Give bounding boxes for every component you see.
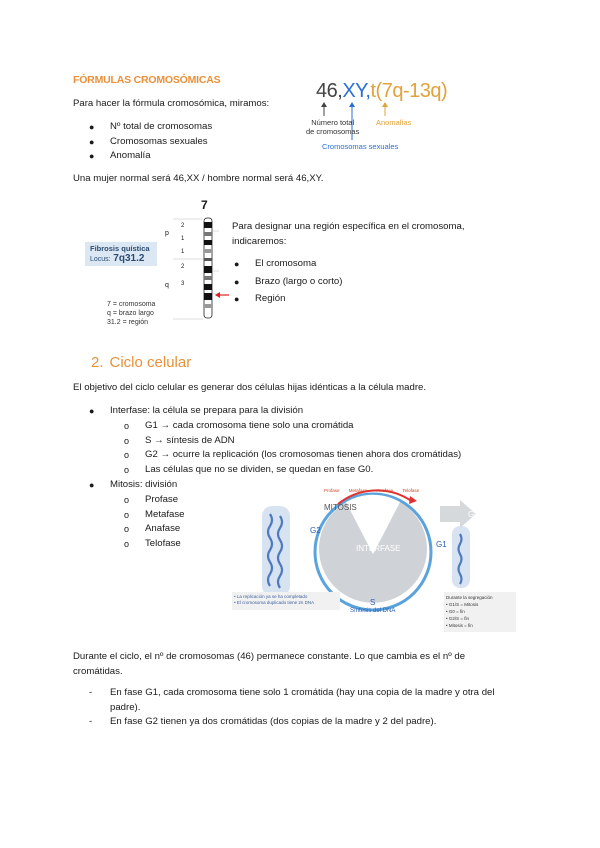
circle-bullet-icon: o bbox=[124, 524, 130, 535]
s-caption: Síntesis del DNA bbox=[350, 608, 396, 614]
list-item: - En fase G1, cada cromosoma tiene solo 1 cromátida (hay una copia de la madre y otra del bbox=[110, 686, 495, 701]
band-labels: 2 1 1 2 3 bbox=[181, 223, 185, 287]
list-item: o S → síntesis de ADN bbox=[145, 434, 461, 449]
list-item: o Las células que no se dividen, se quedan en fase G0. bbox=[145, 463, 461, 478]
chromosome-legend: 7 = cromosoma q = brazo largo 31.2 = región bbox=[107, 301, 156, 326]
formula-bullet-list bbox=[89, 120, 213, 164]
g1-label: G1 bbox=[436, 540, 447, 549]
cycle-bullet-list bbox=[89, 404, 304, 419]
g0-label: G0 bbox=[468, 510, 479, 519]
mitosis-bullet bbox=[89, 478, 178, 493]
closing-line2: cromátidas. bbox=[73, 666, 123, 677]
normal-formula-text: Una mujer normal será 46,XX / hombre normal será 46,XY. bbox=[73, 173, 324, 184]
bullet-icon: ● bbox=[234, 294, 240, 305]
closing-dash-list bbox=[89, 686, 495, 730]
g2-label: G2 bbox=[310, 526, 321, 535]
bullet-icon: ● bbox=[89, 406, 95, 416]
arm-p-label: p bbox=[165, 230, 169, 237]
list-item: ● Interfase: la célula se prepara para la división bbox=[110, 404, 303, 419]
bullet-icon: ● bbox=[89, 480, 95, 490]
circle-bullet-icon: o bbox=[124, 509, 130, 520]
interfase-label: INTERFASE bbox=[356, 544, 401, 553]
circle-bullet-icon: o bbox=[124, 450, 130, 461]
list-item: ● Anomalía bbox=[110, 149, 212, 164]
region-text-line1: Para designar una región específica en el cromosoma, bbox=[232, 221, 465, 232]
list-item: o Profase bbox=[145, 493, 184, 508]
list-item: padre). bbox=[110, 701, 141, 713]
interfase-sub-list bbox=[124, 419, 462, 477]
bullet-icon: ● bbox=[89, 136, 95, 147]
region-text-line2: indicaremos: bbox=[232, 236, 287, 247]
formula-intro: Para hacer la fórmula cromosómica, miramos: bbox=[73, 98, 270, 109]
region-bullet-list bbox=[234, 257, 343, 307]
list-item: ● Región bbox=[255, 292, 342, 307]
bullet-icon: ● bbox=[89, 151, 95, 162]
chromosome-figure bbox=[85, 196, 235, 332]
chromosome-number: 7 bbox=[201, 198, 208, 212]
circle-bullet-icon: o bbox=[124, 538, 130, 549]
list-item: o G1 → cada cromosoma tiene solo una cromátida bbox=[145, 419, 461, 434]
cycle-objective: El objetivo del ciclo celular es generar dos células hijas idénticas a la célula madre. bbox=[73, 382, 427, 393]
bullet-icon: ● bbox=[234, 276, 240, 287]
circle-bullet-icon: o bbox=[124, 421, 130, 431]
dash-bullet-icon: - bbox=[89, 716, 93, 728]
s-label: S bbox=[370, 598, 376, 607]
locus-value: 7q31.2 bbox=[113, 253, 145, 264]
circle-bullet-icon: o bbox=[124, 464, 130, 475]
list-item: ● Brazo (largo o corto) bbox=[255, 275, 342, 290]
formula-sex-label: Cromosomas sexuales bbox=[322, 142, 399, 151]
list-item: - En fase G2 tienen ya dos cromátidas (dos copias de la madre y 2 del padre). bbox=[110, 715, 495, 730]
formula-count: 46, bbox=[316, 80, 343, 102]
circle-bullet-icon: o bbox=[124, 495, 130, 505]
arm-q-label: q bbox=[165, 282, 169, 289]
dash-bullet-icon: - bbox=[89, 687, 93, 698]
locus-title: Fibrosis quística bbox=[90, 244, 150, 253]
cycle-left-note: • La replicación ya se ha completado • El cromosoma duplicado tiene 2n DNA bbox=[234, 594, 315, 605]
list-item: ● El cromosoma bbox=[255, 257, 342, 272]
section-title-ciclo: 2. Ciclo celular bbox=[91, 354, 192, 371]
list-item: o Metafase bbox=[145, 508, 184, 523]
list-item: ● Mitosis: división bbox=[110, 478, 177, 493]
locus-label: Locus: bbox=[90, 256, 111, 263]
list-item: o Anafase bbox=[145, 522, 184, 537]
formula-total-label: Número total de cromosomas bbox=[306, 118, 360, 136]
formula-anom-label: Anomalías bbox=[376, 118, 412, 127]
list-item: ● Cromosomas sexuales bbox=[110, 135, 212, 150]
list-item: o G2 → ocurre la replicación (los cromosomas tienen ahora dos cromátidas) bbox=[145, 448, 461, 463]
closing-line1: Durante el ciclo, el nº de cromosomas (46) permanece constante. Lo que cambia es el nº de bbox=[73, 651, 466, 662]
bullet-icon: ● bbox=[89, 122, 95, 132]
cycle-right-note: Durante la segregación • G1/S = Mitosis • G0 = fin • G2/S = fin • Mitosis = fin bbox=[446, 595, 493, 628]
circle-bullet-icon: o bbox=[124, 435, 130, 446]
cell-cycle-figure bbox=[228, 474, 518, 634]
section-title-formulas: FÓRMULAS CROMOSÓMICAS bbox=[73, 74, 221, 86]
list-item: ● Nº total de cromosomas bbox=[110, 120, 212, 135]
formula-anomaly: t(7q-13q) bbox=[370, 80, 448, 102]
formula-sex: XY, bbox=[342, 80, 371, 102]
cycle-phase-labels: Profase Metafase Anafase Telofase bbox=[324, 488, 420, 493]
locus-box bbox=[85, 242, 157, 266]
formula-figure bbox=[300, 78, 450, 156]
mitosis-label: MITOSIS bbox=[324, 503, 357, 512]
mitosis-sub-list bbox=[124, 493, 185, 551]
bullet-icon: ● bbox=[234, 259, 240, 269]
chromosome-ideogram bbox=[173, 216, 233, 322]
list-item: o Telofase bbox=[145, 537, 184, 552]
